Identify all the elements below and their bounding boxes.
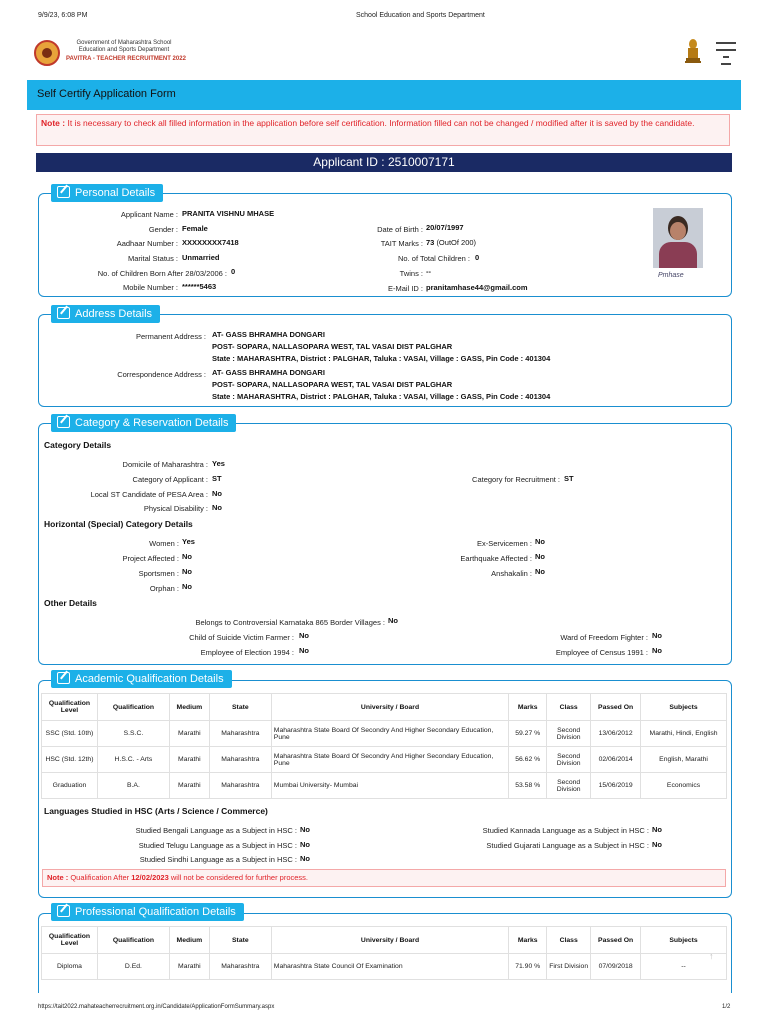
twins-label: Twins :: [399, 269, 423, 278]
physical-label: Physical Disability :: [143, 504, 208, 513]
table-cell: SSC (Std. 10th): [42, 721, 98, 747]
org-line2: Education and Sports Department: [78, 47, 170, 53]
scroll-top-icon[interactable]: ↑: [709, 951, 714, 961]
cat-recruitment-value: ST: [564, 474, 574, 483]
note-pre: Qualification After: [70, 873, 130, 882]
table-cell: Marathi: [169, 954, 209, 980]
women-label: Women :: [149, 539, 179, 548]
dob-label: Date of Birth :: [377, 225, 423, 234]
org-line1: Government of Maharashtra School: [76, 40, 172, 46]
professional-header: [51, 903, 244, 921]
correspondence-line3: State : MAHARASHTRA, District : PALGHAR, Taluka : VASAI, Village : GASS, Pin Code : 401304: [212, 392, 551, 401]
suicide-value: No: [299, 631, 309, 640]
section-title: Category & Reservation Details: [75, 417, 229, 429]
table-cell: English, Marathi: [641, 747, 727, 773]
table-cell: First Division: [547, 954, 591, 980]
note-post: will not be considered for further process.: [170, 873, 309, 882]
col-header: Medium: [169, 927, 209, 954]
category-details-subtitle: Category Details: [44, 440, 112, 450]
telugu-label: Studied Telugu Language as a Subject in HSC :: [138, 841, 297, 850]
kannada-value: No: [652, 825, 662, 834]
note-text: It is necessary to check all filled information in the application before self certification. Information filled can not be changed / modified after it is saved by the candidate.: [67, 118, 695, 128]
table-cell: --: [641, 954, 727, 980]
sportsmen-value: No: [182, 567, 192, 576]
earthquake-label: Earthquake Affected :: [460, 554, 532, 563]
table-row: [42, 954, 727, 980]
col-header: Subjects: [641, 927, 727, 954]
col-header: Class: [547, 694, 591, 721]
email-value: pranitamhase44@gmail.com: [426, 283, 528, 292]
tait-value: [426, 238, 476, 247]
permanent-line1: AT- GASS BHRAMHA DONGARI: [212, 330, 325, 339]
table-cell: S.S.C.: [97, 721, 169, 747]
qualification-note: [42, 869, 726, 887]
col-header: Marks: [509, 927, 547, 954]
col-header: Class: [547, 927, 591, 954]
table-cell: Second Division: [547, 747, 591, 773]
physical-value: No: [212, 503, 222, 512]
table-cell: Marathi: [169, 747, 209, 773]
table-cell: D.Ed.: [97, 954, 169, 980]
col-header: State: [209, 927, 271, 954]
table-cell: Marathi: [169, 721, 209, 747]
section-title: Professional Qualification Details: [75, 906, 236, 918]
correspondence-label: Correspondence Address :: [117, 370, 206, 379]
table-cell: 02/06/2014: [591, 747, 641, 773]
section-title: Address Details: [75, 308, 153, 320]
col-header: Passed On: [591, 694, 641, 721]
correspondence-line1: AT- GASS BHRAMHA DONGARI: [212, 368, 325, 377]
name-label: Applicant Name :: [120, 210, 178, 219]
table-row: [42, 721, 727, 747]
pesa-label: Local ST Candidate of PESA Area :: [90, 490, 208, 499]
table-cell: Mumbai University- Mumbai: [271, 773, 508, 799]
edit-icon: [57, 905, 70, 917]
anshakalin-value: No: [535, 567, 545, 576]
table-cell: Maharashtra: [209, 721, 271, 747]
anshakalin-label: Anshakalin :: [491, 569, 532, 578]
telugu-value: No: [300, 840, 310, 849]
footer-page: 1/2: [722, 1004, 731, 1010]
col-header: Qualification: [97, 694, 169, 721]
personal-details-header: [51, 184, 163, 202]
karnataka-value: No: [388, 616, 398, 625]
table-cell: 15/06/2019: [591, 773, 641, 799]
table-cell: Maharashtra: [209, 773, 271, 799]
orphan-value: No: [182, 582, 192, 591]
academic-header: [51, 670, 232, 688]
cat-recruitment-label: Category for Recruitment :: [472, 475, 560, 484]
note-label: Note :: [41, 118, 66, 128]
freedom-value: No: [652, 631, 662, 640]
applicant-signature: Pmhase: [658, 272, 684, 279]
warning-note: [36, 114, 730, 146]
org-name: [66, 40, 182, 54]
mobile-label: Mobile Number :: [122, 283, 178, 292]
kannada-label: Studied Kannada Language as a Subject in HSC :: [482, 826, 649, 835]
table-cell: 71.90 %: [509, 954, 547, 980]
col-header: Marks: [509, 694, 547, 721]
note-label: Note :: [47, 873, 69, 882]
applicant-photo: [653, 208, 703, 268]
national-emblem-icon: [684, 38, 702, 64]
professional-table: [41, 926, 727, 980]
edit-icon: [57, 416, 70, 428]
form-title: Self Certify Application Form: [27, 80, 741, 110]
exservice-label: Ex-Servicemen :: [476, 539, 532, 548]
table-cell: 53.58 %: [509, 773, 547, 799]
dob-value: 20/07/1997: [426, 223, 464, 232]
col-header: Passed On: [591, 927, 641, 954]
table-cell: Maharashtra: [209, 954, 271, 980]
col-header: Qualification Level: [42, 927, 98, 954]
footer-url: https://tait2022.mahateacherrecruitment.org.in/Candidate/ApplicationFormSummary.aspx: [38, 1004, 275, 1010]
col-header: University / Board: [271, 694, 508, 721]
academic-table: [41, 693, 727, 799]
sindhi-label: Studied Sindhi Language as a Subject in HSC :: [139, 855, 297, 864]
address-details-header: [51, 305, 160, 323]
table-cell: 07/09/2018: [591, 954, 641, 980]
tait-label: TAIT Marks :: [380, 239, 423, 248]
table-cell: Diploma: [42, 954, 98, 980]
domicile-label: Domicile of Maharashtra :: [122, 460, 208, 469]
table-cell: Economics: [641, 773, 727, 799]
election-value: No: [299, 646, 309, 655]
cat-applicant-label: Category of Applicant :: [132, 475, 208, 484]
domicile-value: Yes: [212, 459, 225, 468]
tait-marks: 73: [426, 238, 435, 247]
note-date: 12/02/2023: [131, 873, 169, 882]
email-label: E-Mail ID :: [387, 284, 423, 293]
karnataka-label: Belongs to Controversial Karnataka 865 Border Villages :: [195, 618, 385, 627]
edit-icon: [57, 186, 70, 198]
bengali-value: No: [300, 825, 310, 834]
edit-icon: [57, 672, 70, 684]
mobile-value: ******5463: [182, 282, 217, 291]
gujarati-label: Studied Gujarati Language as a Subject in HSC :: [486, 841, 649, 850]
pesa-value: No: [212, 489, 222, 498]
women-value: Yes: [182, 537, 195, 546]
cat-applicant-value: ST: [212, 474, 222, 483]
twins-value: --: [426, 267, 431, 276]
bengali-label: Studied Bengali Language as a Subject in HSC :: [135, 826, 297, 835]
permanent-line2: POST- SOPARA, NALLASOPARA WEST, TAL VASAI DIST PALGHAR: [212, 342, 453, 351]
gender-value: Female: [182, 224, 208, 233]
table-cell: B.A.: [97, 773, 169, 799]
table-cell: Maharashtra State Board Of Secondry And Higher Secondary Education, Pune: [271, 747, 508, 773]
marital-label: Marital Status :: [127, 254, 178, 263]
marital-value: Unmarried: [182, 253, 220, 262]
children-after-value: 0: [231, 267, 236, 276]
sportsmen-label: Sportsmen :: [138, 569, 179, 578]
print-datetime: 9/9/23, 6:08 PM: [38, 12, 88, 19]
aadhaar-label: Aadhaar Number :: [116, 239, 178, 248]
table-cell: Marathi: [169, 773, 209, 799]
col-header: Qualification: [97, 927, 169, 954]
applicant-name: PRANITA VISHNU MHASE: [182, 209, 275, 218]
col-header: Subjects: [641, 694, 727, 721]
table-row: [42, 747, 727, 773]
gujarati-value: No: [652, 840, 662, 849]
tait-outof: (OutOf 200): [436, 238, 477, 247]
table-cell: Maharashtra: [209, 747, 271, 773]
col-header: Medium: [169, 694, 209, 721]
table-cell: Marathi, Hindi, English: [641, 721, 727, 747]
sindhi-value: No: [300, 854, 310, 863]
languages-subtitle: Languages Studied in HSC (Arts / Science / Commerce): [44, 806, 268, 816]
table-cell: 59.27 %: [509, 721, 547, 747]
earthquake-value: No: [535, 552, 545, 561]
census-label: Employee of Census 1991 :: [555, 648, 648, 657]
section-title: Personal Details: [75, 187, 156, 199]
suicide-label: Child of Suicide Victim Farmer :: [189, 633, 294, 642]
orphan-label: Orphan :: [149, 584, 179, 593]
table-cell: 13/06/2012: [591, 721, 641, 747]
table-row: [42, 773, 727, 799]
total-children-value: 0: [475, 253, 480, 262]
election-label: Employee of Election 1994 :: [200, 648, 294, 657]
total-children-label: No. of Total Children :: [398, 254, 470, 263]
freedom-label: Ward of Freedom Fighter :: [560, 633, 648, 642]
print-title: School Education and Sports Department: [356, 12, 485, 19]
table-cell: Maharashtra State Board Of Secondry And Higher Secondary Education, Pune: [271, 721, 508, 747]
horizontal-subtitle: Horizontal (Special) Category Details: [44, 519, 193, 529]
section-title: Academic Qualification Details: [75, 673, 224, 685]
table-cell: H.S.C. - Arts: [97, 747, 169, 773]
aadhaar-value: XXXXXXXX7418: [182, 238, 239, 247]
exservice-value: No: [535, 537, 545, 546]
edit-icon: [57, 307, 70, 319]
table-cell: HSC (Std. 12th): [42, 747, 98, 773]
permanent-line3: State : MAHARASHTRA, District : PALGHAR, Taluka : VASAI, Village : GASS, Pin Code : 401304: [212, 354, 551, 363]
table-cell: Graduation: [42, 773, 98, 799]
col-header: State: [209, 694, 271, 721]
project-value: No: [182, 552, 192, 561]
govt-logo-icon: [34, 40, 60, 66]
table-cell: Second Division: [547, 721, 591, 747]
table-cell: Maharashtra State Council Of Examination: [271, 954, 508, 980]
applicant-id: Applicant ID : 2510007171: [36, 153, 732, 172]
other-subtitle: Other Details: [44, 598, 97, 608]
category-header: [51, 414, 236, 432]
table-cell: 56.62 %: [509, 747, 547, 773]
table-cell: Second Division: [547, 773, 591, 799]
permanent-label: Permanent Address :: [135, 332, 206, 341]
children-after-label: No. of Children Born After 28/03/2006 :: [97, 269, 227, 278]
gender-label: Gender :: [148, 225, 178, 234]
project-label: Project Affected :: [122, 554, 179, 563]
census-value: No: [652, 646, 662, 655]
col-header: University / Board: [271, 927, 508, 954]
correspondence-line2: POST- SOPARA, NALLASOPARA WEST, TAL VASAI DIST PALGHAR: [212, 380, 453, 389]
pavitra-label: PAVITRA - TEACHER RECRUITMENT 2022: [66, 56, 186, 62]
col-header: Qualification Level: [42, 694, 98, 721]
